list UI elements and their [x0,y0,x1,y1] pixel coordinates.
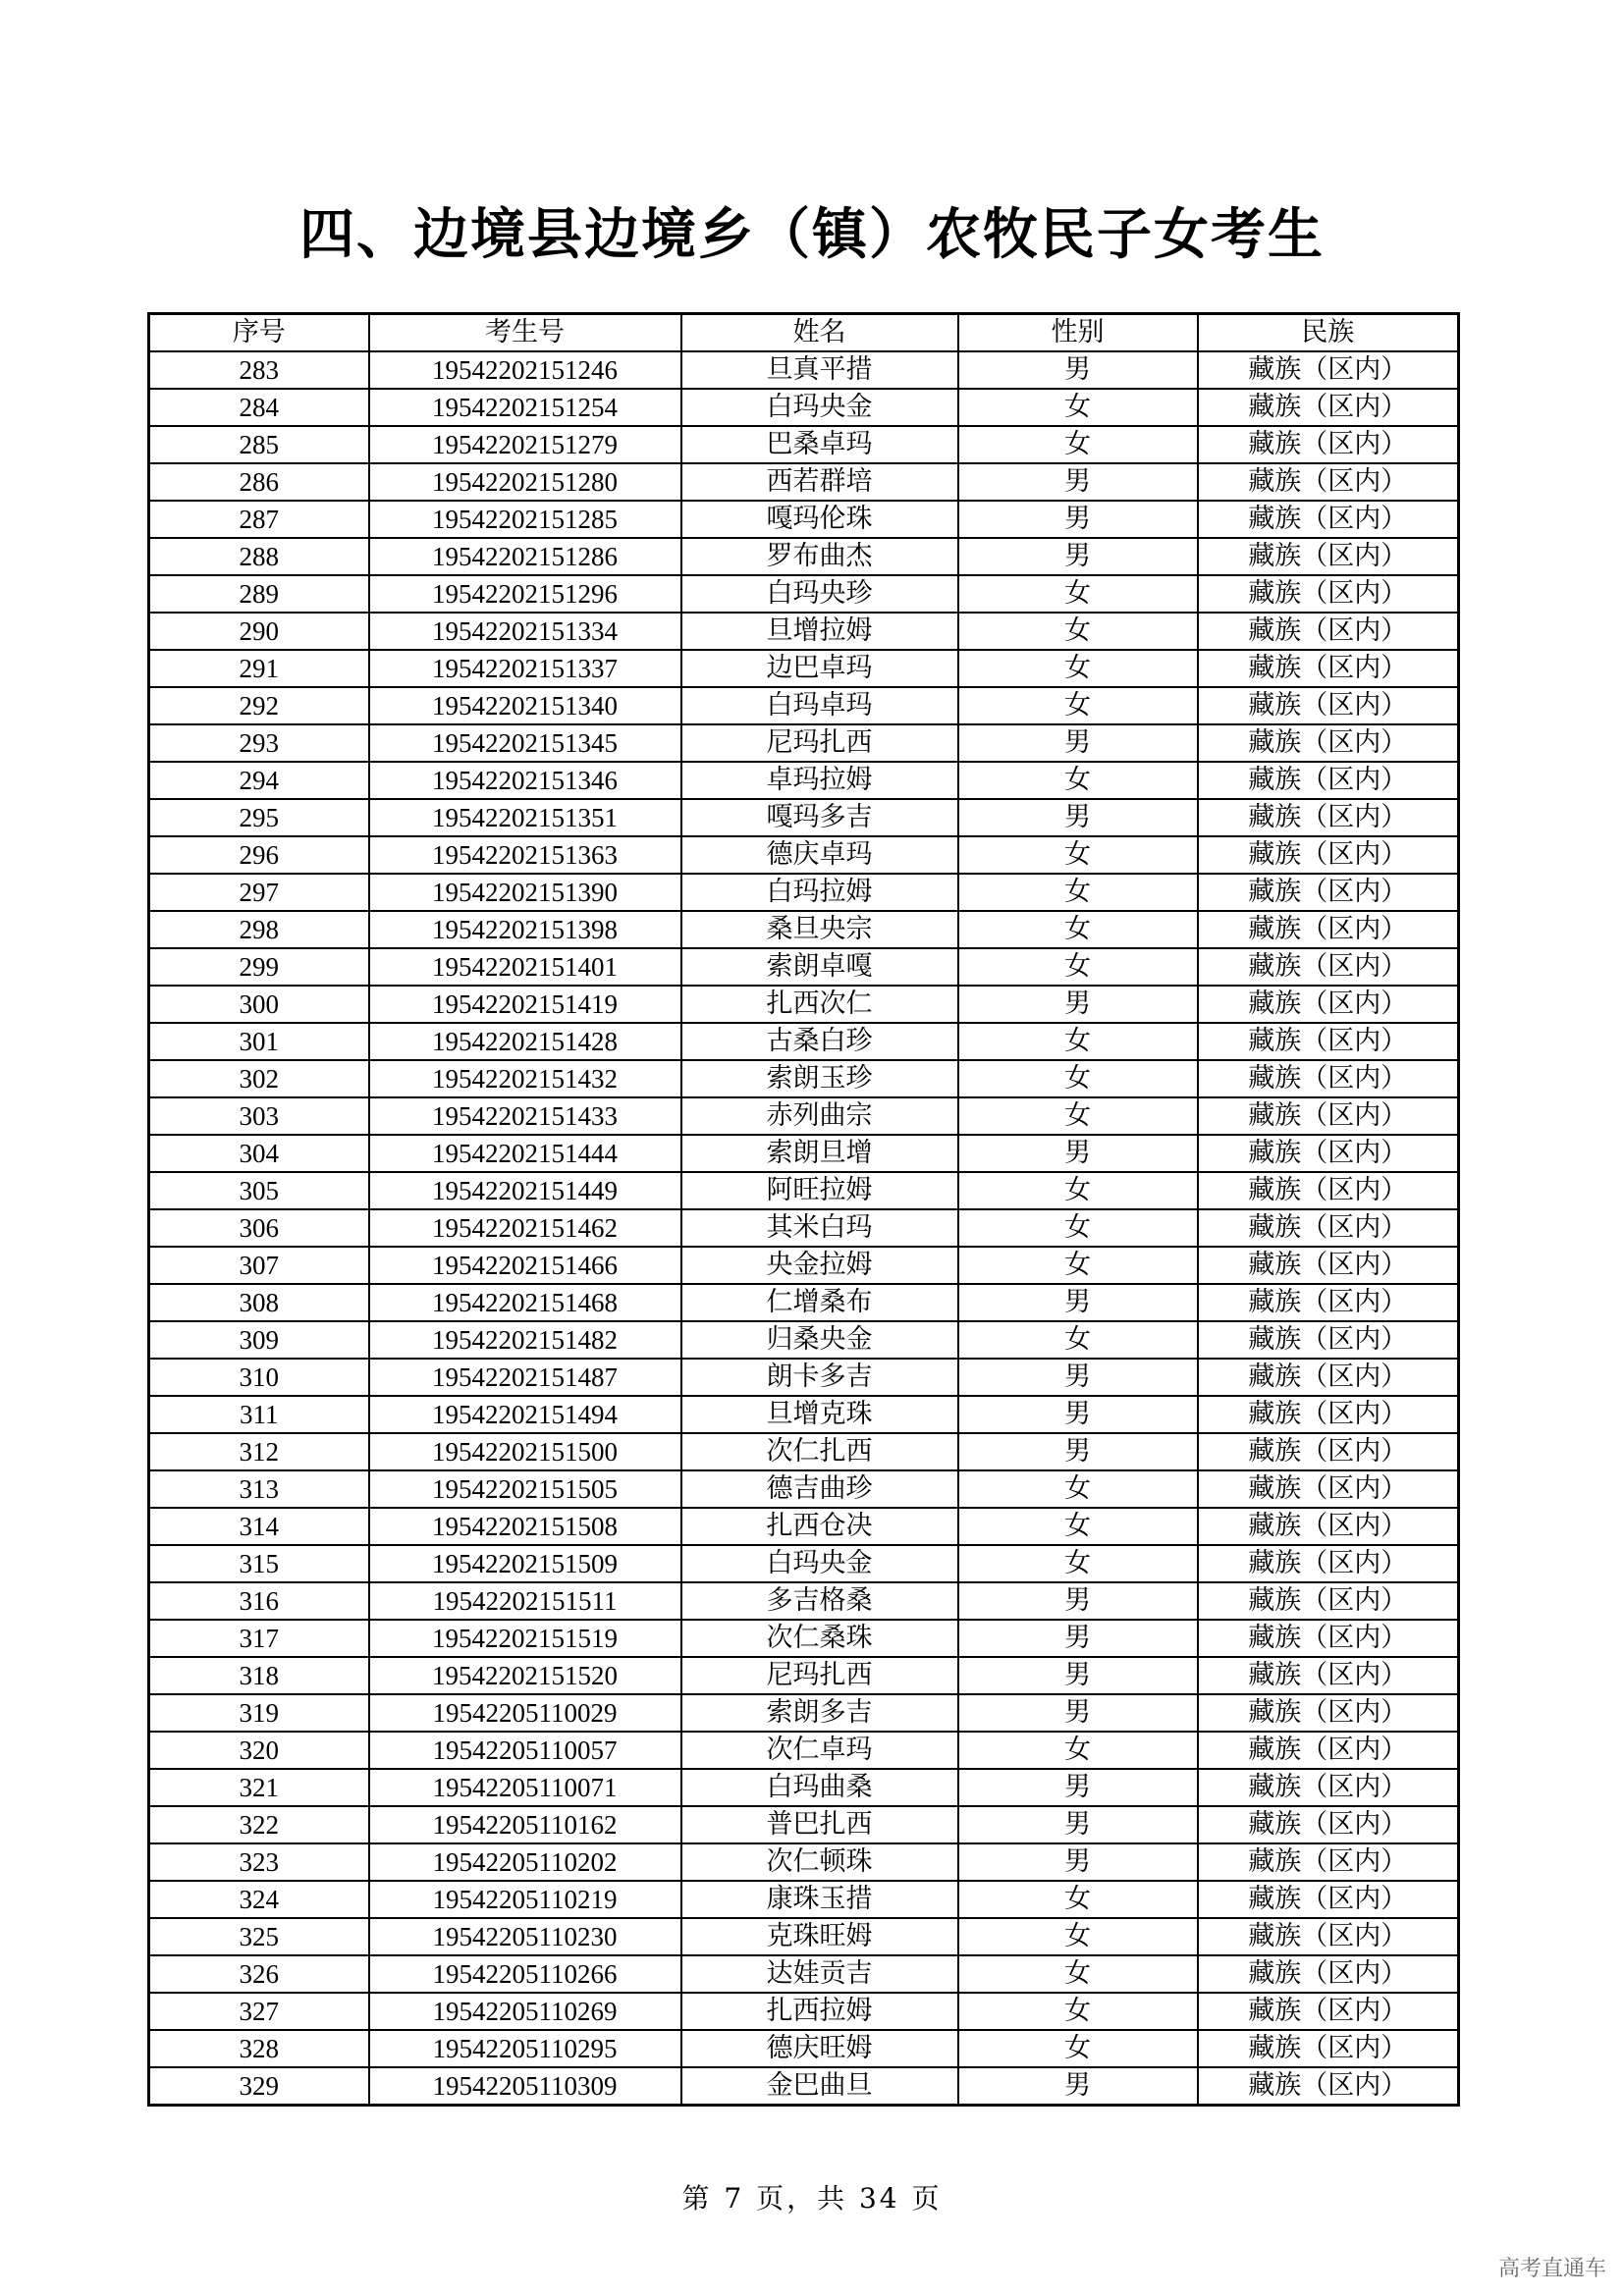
cell-name: 次仁顿珠 [681,1843,958,1881]
cell-gender: 女 [958,613,1198,650]
cell-ethnicity: 藏族（区内） [1198,1881,1459,1918]
cell-name: 白玛卓玛 [681,687,958,724]
cell-exam-id: 19542202151509 [369,1545,681,1582]
cell-exam-id: 19542205110071 [369,1769,681,1806]
cell-name: 桑旦央宗 [681,911,958,948]
cell-ethnicity: 藏族（区内） [1198,762,1459,799]
table-row [149,1582,1459,1620]
cell-exam-id: 19542202151482 [369,1321,681,1359]
cell-seq: 293 [149,724,369,762]
cell-seq: 300 [149,986,369,1023]
table-row [149,1470,1459,1508]
cell-gender: 男 [958,1769,1198,1806]
cell-gender: 男 [958,1620,1198,1657]
cell-exam-id: 19542202151505 [369,1470,681,1508]
cell-ethnicity: 藏族（区内） [1198,1769,1459,1806]
cell-name: 德吉曲珍 [681,1470,958,1508]
cell-seq: 322 [149,1806,369,1843]
table-row [149,1769,1459,1806]
cell-ethnicity: 藏族（区内） [1198,1135,1459,1172]
cell-seq: 302 [149,1060,369,1097]
cell-ethnicity: 藏族（区内） [1198,687,1459,724]
cell-name: 索朗卓嘎 [681,948,958,986]
cell-ethnicity: 藏族（区内） [1198,1023,1459,1060]
cell-exam-id: 19542202151508 [369,1508,681,1545]
cell-ethnicity: 藏族（区内） [1198,2067,1459,2106]
cell-name: 旦增克珠 [681,1396,958,1433]
cell-name: 嘎玛伦珠 [681,501,958,538]
cell-name: 卓玛拉姆 [681,762,958,799]
cell-seq: 304 [149,1135,369,1172]
cell-seq: 283 [149,351,369,389]
cell-seq: 284 [149,389,369,426]
cell-gender: 男 [958,1657,1198,1694]
cell-gender: 男 [958,1396,1198,1433]
cell-gender: 女 [958,1993,1198,2030]
cell-ethnicity: 藏族（区内） [1198,1060,1459,1097]
cell-gender: 男 [958,1135,1198,1172]
cell-exam-id: 19542205110057 [369,1732,681,1769]
cell-ethnicity: 藏族（区内） [1198,1321,1459,1359]
cell-ethnicity: 藏族（区内） [1198,1694,1459,1732]
cell-exam-id: 19542205110230 [369,1918,681,1955]
cell-exam-id: 19542202151500 [369,1433,681,1470]
cell-name: 扎西拉姆 [681,1993,958,2030]
table-row [149,1247,1459,1284]
cell-exam-id: 19542205110295 [369,2030,681,2067]
cell-name: 次仁扎西 [681,1433,958,1470]
table-row [149,1321,1459,1359]
cell-seq: 301 [149,1023,369,1060]
cell-gender: 男 [958,1582,1198,1620]
cell-name: 赤列曲宗 [681,1097,958,1135]
cell-exam-id: 19542202151246 [369,351,681,389]
cell-gender: 女 [958,1470,1198,1508]
cell-seq: 305 [149,1172,369,1209]
cell-exam-id: 19542202151494 [369,1396,681,1433]
cell-seq: 312 [149,1433,369,1470]
table-row [149,1396,1459,1433]
cell-name: 其米白玛 [681,1209,958,1247]
table-row [149,986,1459,1023]
table-row [149,1881,1459,1918]
cell-ethnicity: 藏族（区内） [1198,1993,1459,2030]
cell-gender: 女 [958,1097,1198,1135]
cell-exam-id: 19542202151444 [369,1135,681,1172]
cell-seq: 314 [149,1508,369,1545]
watermark: 高考直通车 [1497,2257,1606,2281]
cell-exam-id: 19542202151519 [369,1620,681,1657]
cell-seq: 318 [149,1657,369,1694]
cell-ethnicity: 藏族（区内） [1198,1396,1459,1433]
table-row [149,1732,1459,1769]
cell-ethnicity: 藏族（区内） [1198,575,1459,613]
table-row [149,1694,1459,1732]
cell-gender: 男 [958,538,1198,575]
cell-exam-id: 19542205110219 [369,1881,681,1918]
cell-seq: 313 [149,1470,369,1508]
cell-gender: 男 [958,986,1198,1023]
table-row [149,575,1459,613]
cell-ethnicity: 藏族（区内） [1198,724,1459,762]
cell-name: 旦真平措 [681,351,958,389]
cell-name: 罗布曲杰 [681,538,958,575]
cell-gender: 男 [958,1433,1198,1470]
cell-exam-id: 19542202151520 [369,1657,681,1694]
table-row [149,613,1459,650]
cell-ethnicity: 藏族（区内） [1198,1247,1459,1284]
cell-exam-id: 19542202151432 [369,1060,681,1097]
cell-ethnicity: 藏族（区内） [1198,1843,1459,1881]
cell-seq: 326 [149,1955,369,1993]
table-row [149,911,1459,948]
table-row [149,1620,1459,1657]
cell-seq: 306 [149,1209,369,1247]
cell-seq: 303 [149,1097,369,1135]
cell-seq: 285 [149,426,369,463]
cell-exam-id: 19542202151351 [369,799,681,836]
cell-seq: 329 [149,2067,369,2106]
cell-gender: 女 [958,1172,1198,1209]
cell-exam-id: 19542202151511 [369,1582,681,1620]
cell-gender: 女 [958,1023,1198,1060]
cell-seq: 327 [149,1993,369,2030]
table-row [149,1955,1459,1993]
cell-exam-id: 19542205110162 [369,1806,681,1843]
table-row [149,650,1459,687]
cell-gender: 女 [958,426,1198,463]
cell-exam-id: 19542202151254 [369,389,681,426]
cell-name: 白玛拉姆 [681,874,958,911]
cell-ethnicity: 藏族（区内） [1198,538,1459,575]
table-row [149,1284,1459,1321]
cell-exam-id: 19542202151398 [369,911,681,948]
cell-exam-id: 19542205110029 [369,1694,681,1732]
cell-name: 索朗旦增 [681,1135,958,1172]
table-row [149,501,1459,538]
cell-exam-id: 19542202151286 [369,538,681,575]
table-row [149,1918,1459,1955]
cell-gender: 女 [958,650,1198,687]
cell-ethnicity: 藏族（区内） [1198,799,1459,836]
cell-gender: 男 [958,724,1198,762]
cell-gender: 女 [958,389,1198,426]
cell-gender: 女 [958,1918,1198,1955]
cell-name: 尼玛扎西 [681,724,958,762]
cell-seq: 308 [149,1284,369,1321]
cell-ethnicity: 藏族（区内） [1198,1359,1459,1396]
cell-gender: 男 [958,1359,1198,1396]
cell-seq: 315 [149,1545,369,1582]
cell-name: 索朗玉珍 [681,1060,958,1097]
cell-exam-id: 19542202151487 [369,1359,681,1396]
cell-exam-id: 19542202151279 [369,426,681,463]
cell-seq: 307 [149,1247,369,1284]
cell-gender: 女 [958,874,1198,911]
table-row [149,2067,1459,2106]
cell-ethnicity: 藏族（区内） [1198,1955,1459,1993]
cell-gender: 男 [958,501,1198,538]
cell-name: 白玛曲桑 [681,1769,958,1806]
cell-gender: 女 [958,836,1198,874]
cell-exam-id: 19542202151401 [369,948,681,986]
cell-name: 扎西次仁 [681,986,958,1023]
cell-gender: 女 [958,1508,1198,1545]
cell-gender: 女 [958,687,1198,724]
cell-name: 阿旺拉姆 [681,1172,958,1209]
cell-exam-id: 19542205110269 [369,1993,681,2030]
table-row [149,351,1459,389]
cell-exam-id: 19542202151363 [369,836,681,874]
cell-seq: 320 [149,1732,369,1769]
cell-exam-id: 19542202151462 [369,1209,681,1247]
cell-ethnicity: 藏族（区内） [1198,1732,1459,1769]
cell-name: 扎西仓决 [681,1508,958,1545]
table-row [149,1172,1459,1209]
table-row [149,2030,1459,2067]
cell-gender: 女 [958,1247,1198,1284]
cell-exam-id: 19542205110266 [369,1955,681,1993]
cell-gender: 男 [958,1806,1198,1843]
cell-name: 克珠旺姆 [681,1918,958,1955]
table-row [149,1545,1459,1582]
table-row [149,687,1459,724]
table-row [149,389,1459,426]
cell-name: 古桑白珍 [681,1023,958,1060]
cell-name: 朗卡多吉 [681,1359,958,1396]
cell-gender: 女 [958,911,1198,948]
cell-gender: 男 [958,351,1198,389]
table-row [149,948,1459,986]
table-body [149,351,1459,2106]
cell-name: 白玛央金 [681,1545,958,1582]
cell-name: 央金拉姆 [681,1247,958,1284]
table-header-row [149,314,1459,352]
cell-exam-id: 19542202151428 [369,1023,681,1060]
cell-seq: 295 [149,799,369,836]
cell-seq: 310 [149,1359,369,1396]
column-header-seq: 序号 [149,314,369,352]
cell-name: 西若群培 [681,463,958,501]
table-row [149,799,1459,836]
cell-ethnicity: 藏族（区内） [1198,351,1459,389]
cell-seq: 323 [149,1843,369,1881]
cell-seq: 321 [149,1769,369,1806]
cell-seq: 289 [149,575,369,613]
cell-ethnicity: 藏族（区内） [1198,874,1459,911]
cell-gender: 男 [958,2067,1198,2106]
cell-seq: 298 [149,911,369,948]
cell-exam-id: 19542205110202 [369,1843,681,1881]
table-row [149,1060,1459,1097]
cell-ethnicity: 藏族（区内） [1198,836,1459,874]
cell-exam-id: 19542202151390 [369,874,681,911]
table-row [149,724,1459,762]
cell-seq: 309 [149,1321,369,1359]
cell-exam-id: 19542205110309 [369,2067,681,2106]
cell-exam-id: 19542202151468 [369,1284,681,1321]
cell-gender: 女 [958,1209,1198,1247]
cell-name: 白玛央珍 [681,575,958,613]
page-title: 四、边境县边境乡（镇）农牧民子女考生 [299,203,1325,267]
cell-name: 达娃贡吉 [681,1955,958,1993]
cell-name: 巴桑卓玛 [681,426,958,463]
cell-seq: 316 [149,1582,369,1620]
cell-exam-id: 19542202151449 [369,1172,681,1209]
cell-gender: 女 [958,762,1198,799]
cell-name: 旦增拉姆 [681,613,958,650]
table-row [149,1209,1459,1247]
cell-ethnicity: 藏族（区内） [1198,613,1459,650]
student-table [147,312,1460,2107]
cell-gender: 男 [958,463,1198,501]
cell-seq: 328 [149,2030,369,2067]
cell-seq: 290 [149,613,369,650]
cell-name: 边巴卓玛 [681,650,958,687]
table-row [149,1433,1459,1470]
cell-name: 普巴扎西 [681,1806,958,1843]
cell-ethnicity: 藏族（区内） [1198,501,1459,538]
table-row [149,1135,1459,1172]
cell-name: 德庆卓玛 [681,836,958,874]
cell-name: 嘎玛多吉 [681,799,958,836]
cell-name: 白玛央金 [681,389,958,426]
cell-ethnicity: 藏族（区内） [1198,426,1459,463]
table-row [149,1023,1459,1060]
cell-ethnicity: 藏族（区内） [1198,2030,1459,2067]
cell-gender: 女 [958,1060,1198,1097]
cell-seq: 292 [149,687,369,724]
cell-ethnicity: 藏族（区内） [1198,1284,1459,1321]
cell-ethnicity: 藏族（区内） [1198,1209,1459,1247]
table-row [149,836,1459,874]
cell-name: 归桑央金 [681,1321,958,1359]
cell-name: 尼玛扎西 [681,1657,958,1694]
cell-exam-id: 19542202151285 [369,501,681,538]
cell-gender: 男 [958,1843,1198,1881]
cell-seq: 296 [149,836,369,874]
cell-exam-id: 19542202151419 [369,986,681,1023]
cell-gender: 男 [958,1694,1198,1732]
table-row [149,538,1459,575]
cell-gender: 女 [958,1732,1198,1769]
cell-gender: 女 [958,1955,1198,1993]
cell-exam-id: 19542202151433 [369,1097,681,1135]
cell-seq: 294 [149,762,369,799]
cell-exam-id: 19542202151296 [369,575,681,613]
cell-exam-id: 19542202151346 [369,762,681,799]
cell-ethnicity: 藏族（区内） [1198,1508,1459,1545]
table-row [149,874,1459,911]
cell-seq: 291 [149,650,369,687]
column-header-exam-id: 考生号 [369,314,681,352]
cell-seq: 299 [149,948,369,986]
cell-gender: 女 [958,1321,1198,1359]
cell-name: 康珠玉措 [681,1881,958,1918]
cell-ethnicity: 藏族（区内） [1198,1657,1459,1694]
cell-gender: 女 [958,2030,1198,2067]
column-header-gender: 性别 [958,314,1198,352]
column-header-ethnicity: 民族 [1198,314,1459,352]
cell-name: 多吉格桑 [681,1582,958,1620]
cell-name: 索朗多吉 [681,1694,958,1732]
cell-seq: 287 [149,501,369,538]
cell-seq: 297 [149,874,369,911]
cell-gender: 男 [958,1284,1198,1321]
cell-ethnicity: 藏族（区内） [1198,1806,1459,1843]
cell-ethnicity: 藏族（区内） [1198,1918,1459,1955]
cell-exam-id: 19542202151334 [369,613,681,650]
cell-exam-id: 19542202151340 [369,687,681,724]
cell-ethnicity: 藏族（区内） [1198,1582,1459,1620]
table-row [149,426,1459,463]
cell-seq: 319 [149,1694,369,1732]
table-row [149,1993,1459,2030]
table-row [149,1097,1459,1135]
cell-ethnicity: 藏族（区内） [1198,650,1459,687]
cell-name: 次仁卓玛 [681,1732,958,1769]
cell-ethnicity: 藏族（区内） [1198,463,1459,501]
cell-name: 仁增桑布 [681,1284,958,1321]
cell-ethnicity: 藏族（区内） [1198,1470,1459,1508]
cell-ethnicity: 藏族（区内） [1198,1620,1459,1657]
cell-name: 金巴曲旦 [681,2067,958,2106]
table-row [149,1843,1459,1881]
cell-name: 德庆旺姆 [681,2030,958,2067]
cell-seq: 286 [149,463,369,501]
column-header-name: 姓名 [681,314,958,352]
page-footer: 第 7 页，共 34 页 [681,2182,943,2215]
cell-ethnicity: 藏族（区内） [1198,1433,1459,1470]
cell-exam-id: 19542202151345 [369,724,681,762]
cell-seq: 288 [149,538,369,575]
cell-ethnicity: 藏族（区内） [1198,948,1459,986]
cell-seq: 311 [149,1396,369,1433]
cell-ethnicity: 藏族（区内） [1198,1097,1459,1135]
cell-name: 次仁桑珠 [681,1620,958,1657]
cell-gender: 女 [958,948,1198,986]
cell-gender: 男 [958,799,1198,836]
cell-seq: 324 [149,1881,369,1918]
table-row [149,1657,1459,1694]
cell-exam-id: 19542202151466 [369,1247,681,1284]
table-row [149,1806,1459,1843]
cell-gender: 女 [958,575,1198,613]
cell-seq: 317 [149,1620,369,1657]
table-row [149,762,1459,799]
cell-ethnicity: 藏族（区内） [1198,1172,1459,1209]
cell-ethnicity: 藏族（区内） [1198,986,1459,1023]
cell-ethnicity: 藏族（区内） [1198,389,1459,426]
table-row [149,1359,1459,1396]
cell-exam-id: 19542202151337 [369,650,681,687]
cell-exam-id: 19542202151280 [369,463,681,501]
table-row [149,463,1459,501]
table-row [149,1508,1459,1545]
cell-ethnicity: 藏族（区内） [1198,911,1459,948]
cell-gender: 女 [958,1545,1198,1582]
cell-ethnicity: 藏族（区内） [1198,1545,1459,1582]
cell-seq: 325 [149,1918,369,1955]
cell-gender: 女 [958,1881,1198,1918]
